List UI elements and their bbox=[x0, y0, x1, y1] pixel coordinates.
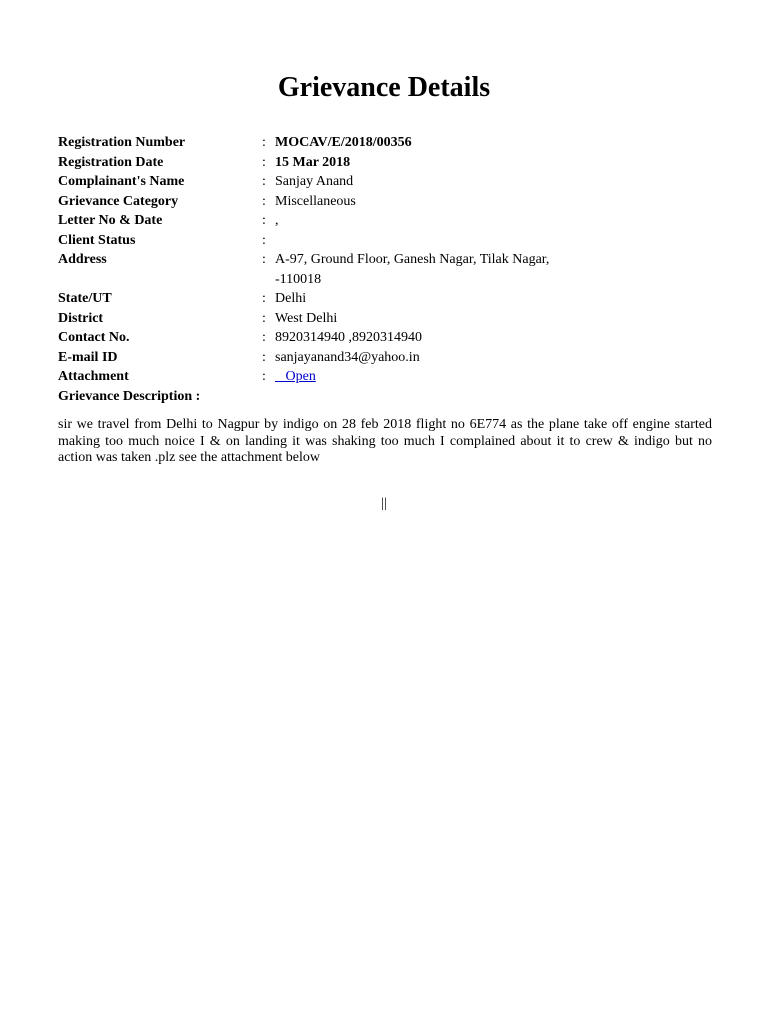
field-colon: : bbox=[262, 330, 266, 345]
state-ut-value: Delhi bbox=[275, 291, 307, 306]
field-label: Letter No & Date bbox=[58, 213, 163, 228]
field-label: E-mail ID bbox=[58, 349, 118, 365]
field-label: Contact No. bbox=[58, 330, 130, 345]
district-value: West Delhi bbox=[275, 310, 338, 326]
field-label: Complainant's Name bbox=[58, 174, 185, 189]
attachment-open-link[interactable] bbox=[275, 369, 316, 384]
row-registration-date bbox=[58, 153, 718, 173]
registration-date-value: 15 Mar 2018 bbox=[275, 154, 351, 170]
field-colon: : bbox=[262, 135, 266, 150]
field-colon: : bbox=[262, 232, 266, 248]
contact-no-value: 8920314940 ,8920314940 bbox=[275, 330, 422, 345]
grievance-description-label: Grievance Description : bbox=[58, 388, 201, 404]
complainant-name-value: Sanjay Anand bbox=[275, 174, 354, 189]
letter-no-date-value: , bbox=[275, 213, 279, 228]
field-colon: : bbox=[262, 154, 266, 170]
row-grievance-category bbox=[58, 192, 718, 212]
grievance-details-table bbox=[58, 133, 718, 406]
row-attachment bbox=[58, 367, 718, 387]
field-label: State/UT bbox=[58, 291, 112, 306]
row-district bbox=[58, 309, 718, 329]
field-label: Registration Number bbox=[58, 135, 186, 150]
field-colon: : bbox=[262, 174, 266, 189]
field-colon: : bbox=[262, 252, 266, 267]
row-email-id bbox=[58, 348, 718, 368]
registration-number-value: MOCAV/E/2018/00356 bbox=[275, 135, 412, 150]
row-registration-number bbox=[58, 133, 718, 153]
page-separator: || bbox=[381, 496, 387, 511]
field-colon: : bbox=[262, 310, 266, 326]
row-address bbox=[58, 250, 718, 289]
row-contact-no bbox=[58, 328, 718, 348]
attachment-value bbox=[275, 367, 718, 387]
row-letter-no-date bbox=[58, 211, 718, 231]
address-value bbox=[275, 250, 718, 289]
field-label: Registration Date bbox=[58, 154, 164, 170]
field-label: Attachment bbox=[58, 369, 129, 384]
row-state-ut bbox=[58, 289, 718, 309]
attachment-open-label: Open bbox=[285, 369, 316, 384]
row-complainant-name bbox=[58, 172, 718, 192]
field-colon: : bbox=[262, 193, 266, 209]
grievance-category-value: Miscellaneous bbox=[275, 193, 356, 209]
page-title: Grievance Details bbox=[277, 72, 491, 103]
field-label: Address bbox=[58, 252, 107, 267]
field-colon: : bbox=[262, 291, 266, 306]
field-label: Client Status bbox=[58, 232, 136, 248]
email-id-value: sanjayanand34@yahoo.in bbox=[275, 349, 420, 365]
address-line-1: A-97, Ground Floor, Ganesh Nagar, Tilak Nagar, bbox=[275, 252, 550, 267]
grievance-description-text: sir we travel from Delhi to Nagpur by indigo on 28 feb 2018 flight no 6E774 as the plane take off engine started making too much noice I & on landing it was shaking too much I complained about it to crew & indigo but no action was taken .plz see the attachment below bbox=[58, 417, 712, 465]
field-colon: : bbox=[262, 369, 266, 384]
client-status-value bbox=[275, 231, 718, 251]
field-colon: : bbox=[262, 213, 266, 228]
row-client-status bbox=[58, 231, 718, 251]
field-label: Grievance Category bbox=[58, 193, 179, 209]
field-colon: : bbox=[262, 349, 266, 365]
field-label: District bbox=[58, 310, 104, 326]
address-line-2: -110018 bbox=[275, 271, 322, 287]
